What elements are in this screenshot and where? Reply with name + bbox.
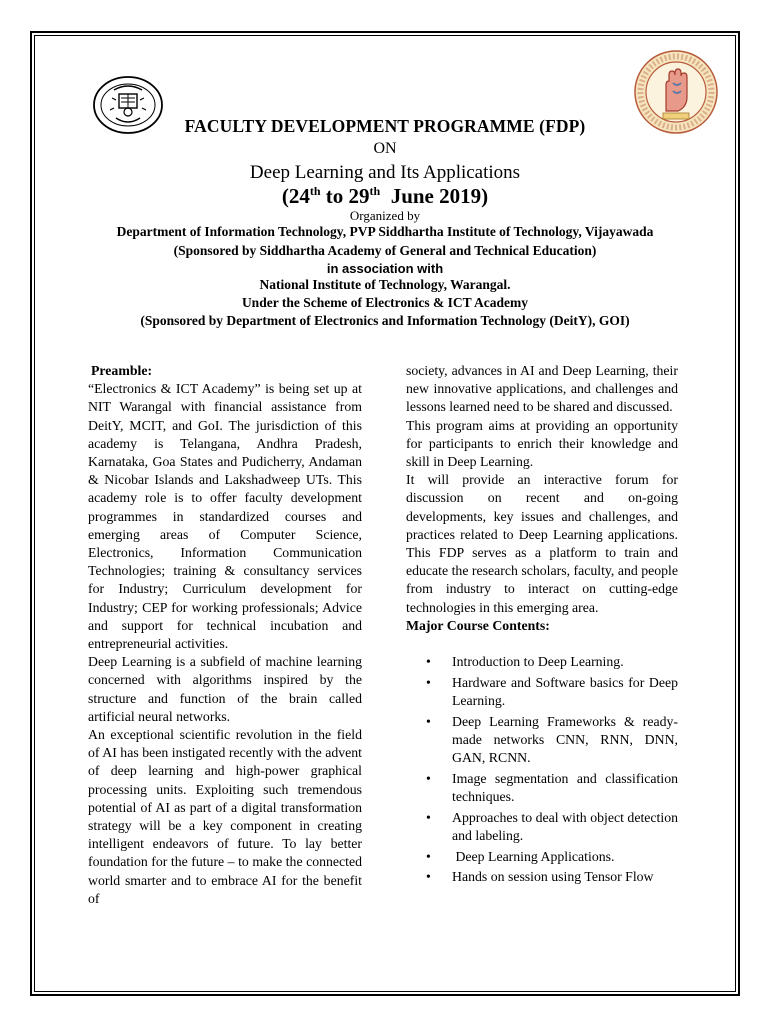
preamble-heading: Preamble: [91,363,153,378]
bullet-icon: • [426,809,431,825]
title-connector: ON [373,140,397,157]
list-item: • Introduction to Deep Learning. [406,653,678,671]
bullet-icon: • [426,713,431,729]
list-item: • Hands on session using Tensor Flow [406,868,678,886]
bullet-icon: • [426,869,431,885]
left-column [88,362,362,908]
association-label: in association with [326,261,444,276]
list-item: • Approaches to deal with object detection and labeling. [426,809,678,843]
programme-dates: (24th to 29th June 2019) [281,184,489,208]
bullet-icon: • [426,848,431,864]
right-paragraph-3: It will provide an interactive forum for discussion on recent and on-going developments, key issues and challenges, and practices related to Deep Learning applications. This FDP serves as a platform to train and educate the research scholars, faculty, and people from industry to interact on cutting-edge technologies in this emerging area. [406,472,678,615]
bullet-icon: • [426,674,431,690]
bullet-icon: • [426,654,431,670]
partner-institute: National Institute of Technology, Warangal. [259,277,511,292]
list-item: • Deep Learning Frameworks & ready-made networks CNN, RNN, DNN, GAN, RCNN. [426,713,678,766]
preamble-paragraph-2: Deep Learning is a subfield of machine learning concerned with algorithms inspired by the structure and function of the brain called artificial neural networks. [88,654,362,724]
sponsor-line-1: (Sponsored by Siddhartha Academy of General and Technical Education) [173,243,597,258]
list-item: • Image segmentation and classification techniques. [426,770,678,804]
scheme-line: Under the Scheme of Electronics & ICT Academy [241,295,529,310]
organized-by-label: Organized by [349,208,421,223]
list-item: • Deep Learning Applications. [406,848,678,866]
preamble-paragraph-3: An exceptional scientific revolution in the field of AI has been instigated recently with the advent of deep learning and high-power graphical processing units. Exploiting such tremendous potential of AI as part of a digital transformation strategy will be a key component in creating intelligent endeavors of future. To lay better foundation for the future – to make the connected world smarter and to embrace AI for the benefit of [88,727,362,906]
programme-title: FACULTY DEVELOPMENT PROGRAMME (FDP) [184,116,586,136]
course-contents-list [406,653,678,886]
bullet-icon: • [426,770,431,786]
organizing-department: Department of Information Technology, PVP Siddhartha Institute of Technology, Vijayawada [116,224,654,239]
right-paragraph-1: society, advances in AI and Deep Learning, their new innovative applications, and challenges and lessons learned need to be shared and discussed. [406,363,678,415]
programme-subject: Deep Learning and Its Applications [249,162,521,183]
right-paragraph-2: This program aims at providing an opportunity for participants to enrich their knowledge and skill in Deep Learning. [406,417,678,470]
sponsor-line-2: (Sponsored by Department of Electronics and Information Technology (DeitY), GOI) [140,313,630,328]
preamble-paragraph-1: “Electronics & ICT Academy” is being set up at NIT Warangal with financial assistance from DeitY, MCIT, and GoI. The jurisdiction of this academy is Telangana, Andhra Pradesh, Karnataka, Goa States and Pudicherry, Andaman & Nicobar Islands and Lakshadweep UTs. This academy role is to offer faculty development programmes in standardized courses and emerging areas of Computer Science, Electronics, Information Communication Technologies; training & consultancy services for Industry; Curriculum development for Industry; CEP for working professionals; Advice and support for technical incubation and entrepreneurial activities. [88,381,362,652]
list-item: • Hardware and Software basics for Deep Learning. [426,674,678,708]
right-column [406,362,678,889]
course-contents-heading: Major Course Contents: [406,617,550,633]
